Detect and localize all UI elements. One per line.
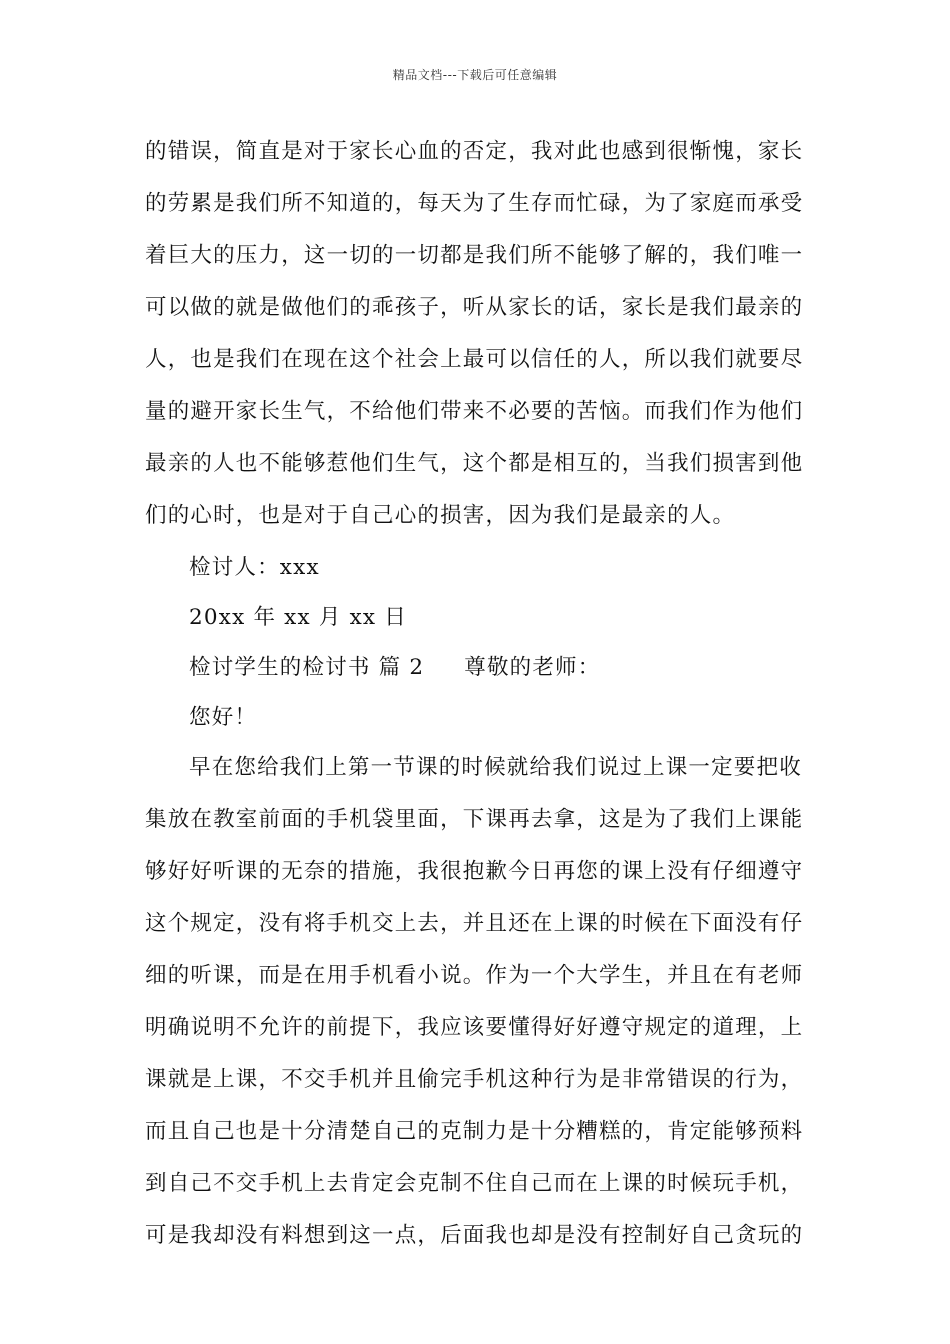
signature-author: 检讨人：xxx — [189, 555, 320, 580]
section-title: 检讨学生的检讨书 篇 2 — [189, 655, 425, 680]
signature-date: 20xx 年 xx 月 xx 日 — [189, 605, 407, 630]
paragraph-line: 们的心时，也是对于自己心的损害，因为我们是最亲的人。 — [145, 503, 736, 528]
paragraph-1 — [145, 130, 807, 546]
greeting: 您好！ — [189, 705, 258, 730]
paragraph-line: 着巨大的压力，这一切的一切都是我们所不能够了解的，我们唯一 — [145, 243, 804, 268]
paragraph-line: 最亲的人也不能够惹他们生气，这个都是相互的，当我们损害到他 — [145, 451, 804, 476]
paragraph-line: 早在您给我们上第一节课的时候就给我们说过上课一定要把收 — [189, 755, 802, 780]
document-body — [145, 130, 807, 1266]
paragraph-line: 细的听课，而是在用手机看小说。作为一个大学生，并且在有老师 — [145, 963, 804, 988]
paragraph-line: 量的避开家长生气，不给他们带来不必要的苦恼。而我们作为他们 — [145, 399, 804, 424]
paragraph-line: 到自己不交手机上去肯定会克制不住自己而在上课的时候玩手机， — [145, 1171, 804, 1196]
paragraph-line: 的错误，简直是对于家长心血的否定，我对此也感到很惭愧，家长 — [145, 139, 804, 164]
paragraph-line: 课就是上课，不交手机并且偷完手机这种行为是非常错误的行为， — [145, 1067, 804, 1092]
paragraph-line: 而且自己也是十分清楚自己的克制力是十分糟糕的，肯定能够预料 — [145, 1119, 804, 1144]
paragraph-2 — [145, 746, 807, 1266]
paragraph-line: 够好好听课的无奈的措施，我很抱歉今日再您的课上没有仔细遵守 — [145, 859, 804, 884]
paragraph-line: 人，也是我们在现在这个社会上最可以信任的人，所以我们就要尽 — [145, 347, 804, 372]
paragraph-line: 集放在教室前面的手机袋里面，下课再去拿，这是为了我们上课能 — [145, 807, 804, 832]
salutation: 尊敬的老师： — [464, 655, 601, 680]
paragraph-line: 可是我却没有料想到这一点，后面我也却是没有控制好自己贪玩的 — [145, 1223, 804, 1248]
paragraph-line: 这个规定，没有将手机交上去，并且还在上课的时候在下面没有仔 — [145, 911, 804, 936]
paragraph-line: 明确说明不允许的前提下，我应该要懂得好好遵守规定的道理，上 — [145, 1015, 804, 1040]
page-header: 精品文档---下载后可任意编辑 — [392, 68, 558, 82]
section-heading — [145, 646, 807, 696]
paragraph-line: 可以做的就是做他们的乖孩子，听从家长的话，家长是我们最亲的 — [145, 295, 804, 320]
paragraph-line: 的劳累是我们所不知道的，每天为了生存而忙碌，为了家庭而承受 — [145, 191, 804, 216]
